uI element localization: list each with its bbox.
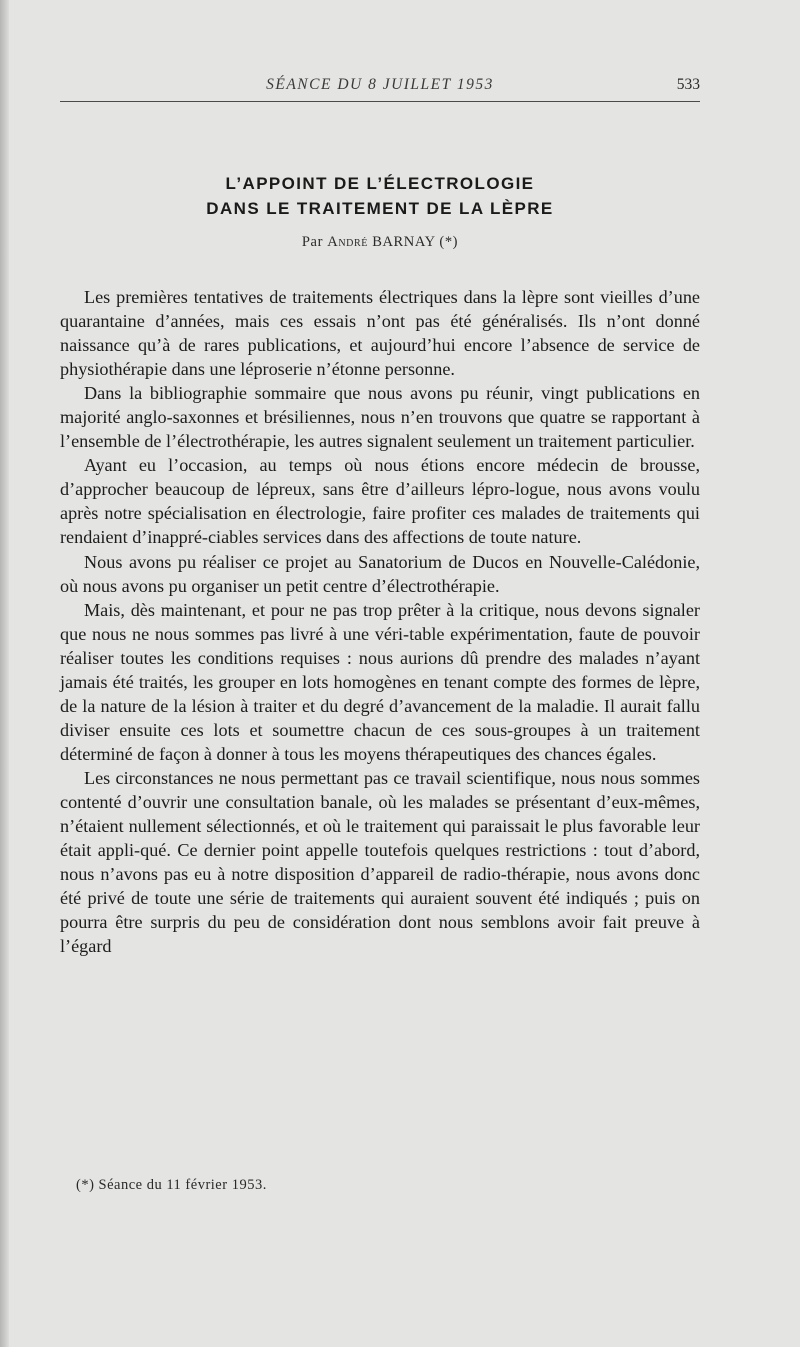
- author-first-name: André: [327, 234, 368, 250]
- title-line-1: L’APPOINT DE L’ÉLECTROLOGIE: [225, 174, 535, 193]
- footnote-marker: (*): [439, 234, 459, 250]
- paragraph-3: Ayant eu l’occasion, au temps où nous étions encore médecin de brousse, d’approcher beaucoup de lépreux, sans être d’ailleurs lépro-logue, nous avons voulu après notre spécialisation en électrologie, faire profiter ces malades de traitements qui rendaient d’inappré-ciables services dans des affections de toute nature.: [60, 455, 700, 548]
- article-title: [60, 171, 700, 221]
- article-body: [60, 285, 700, 958]
- paragraph-1: Les premières tentatives de traitements électriques dans la lèpre sont vieilles d’une quarantaine d’années, mais ces essais n’ont pas été généralisés. Ils n’ont donné naissance qu’à de rares publications, et aujourd’hui encore l’absence de service de physiothérapie dans une léproserie n’étonne personne.: [60, 287, 700, 380]
- footnote: (*) Séance du 11 février 1953.: [76, 1177, 267, 1193]
- running-header: [60, 76, 700, 98]
- title-line-2: DANS LE TRAITEMENT DE LA LÈPRE: [206, 199, 554, 218]
- running-title: SÉANCE DU 8 JUILLET 1953: [266, 76, 494, 93]
- header-rule: [60, 101, 700, 102]
- paragraph-2: Dans la bibliographie sommaire que nous avons pu réunir, vingt publications en majorité anglo-saxonnes et brésiliennes, nous n’en trouvons que quatre se rapportant à l’ensemble de l’électrothérapie, les autres signalent seulement un traitement particulier.: [60, 383, 700, 452]
- paragraph-4: Nous avons pu réaliser ce projet au Sanatorium de Ducos en Nouvelle-Calédonie, où nous avons pu organiser un petit centre d’électrothérapie.: [60, 551, 700, 596]
- byline: [60, 234, 700, 251]
- paragraph-5: Mais, dès maintenant, et pour ne pas trop prêter à la critique, nous devons signaler que nous ne nous sommes pas livré à une véri-table expérimentation, faute de pouvoir réaliser toutes les conditions requises : nous aurions dû prendre des malades n’ayant jamais été traités, les grouper en lots homogènes en tenant compte des formes de lèpre, de la nature de la lésion à traiter et du degré d’avancement de la maladie. Il aurait fallu diviser ensuite ces lots et soumettre chacun de ces sous-groupes à un traitement déterminé de façon à donner à tous les moyens thérapeutiques des chances égales.: [60, 599, 700, 764]
- page-binding-edge: [0, 0, 9, 1347]
- byline-prefix: Par: [301, 234, 324, 250]
- author-last-name: BARNAY: [372, 234, 436, 250]
- page-number: 533: [676, 76, 700, 93]
- paragraph-6: Les circonstances ne nous permettant pas ce travail scientifique, nous nous sommes contenté d’ouvrir une consultation banale, où les malades se présentant d’eux-mêmes, n’étaient nullement sélectionnés, et où le traitement qui paraissait le plus favorable leur était appli-qué. Ce dernier point appelle toutefois quelques restrictions : tout d’abord, nous n’avons pas eu à notre disposition d’appareil de radio-thérapie, nous avons donc été privé de toute une série de traitements qui auraient souvent été indiqués ; puis on pourra être surpris du peu de considération dont nous semblons avoir fait preuve à l’égard: [60, 767, 700, 957]
